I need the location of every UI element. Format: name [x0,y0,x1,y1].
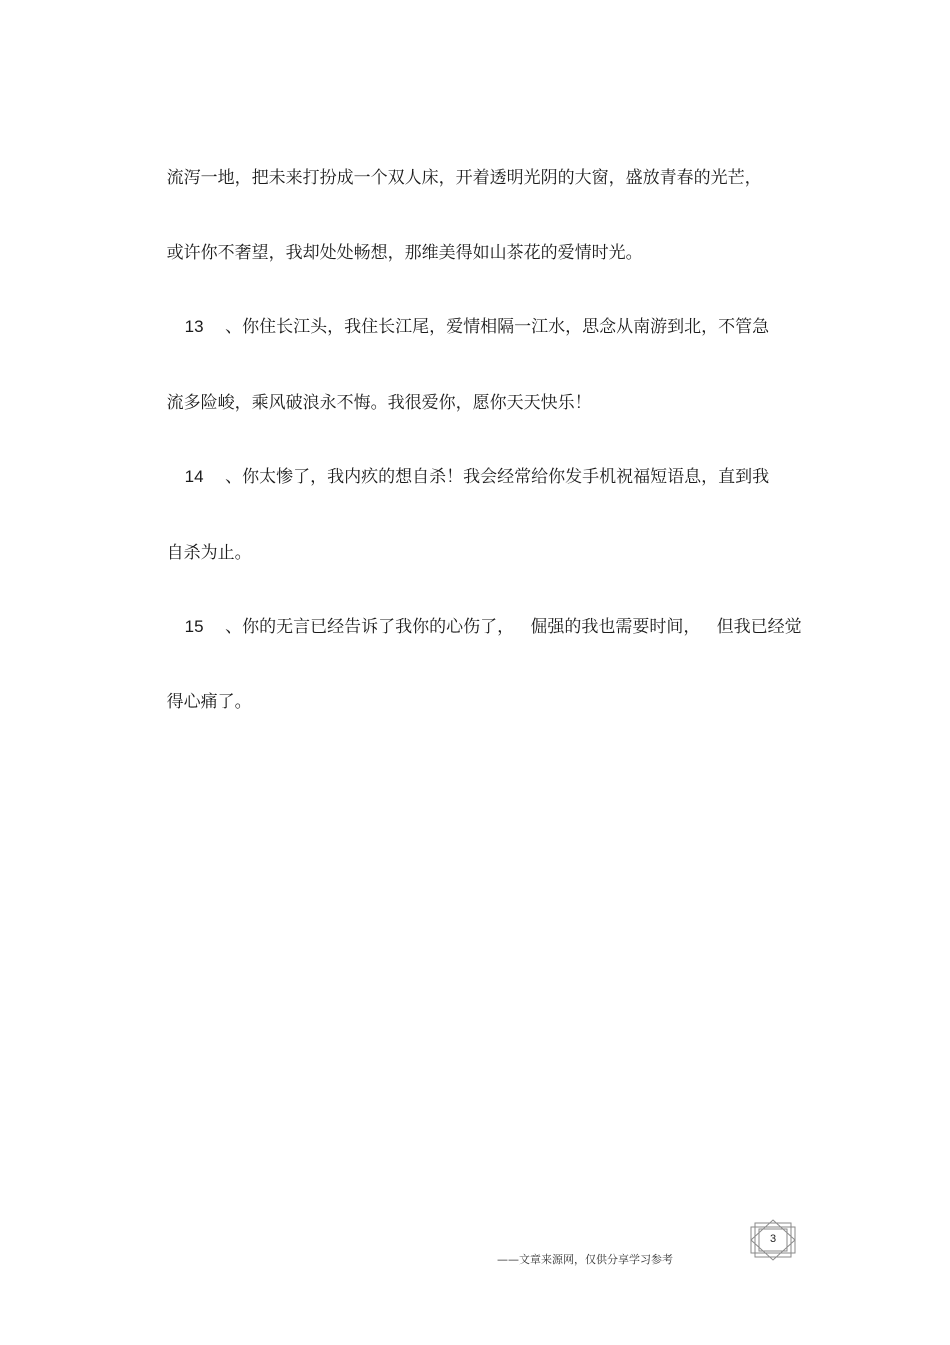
item-number: 13 [184,317,204,336]
paragraph-line: 或许你不奢望，我却处处畅想，那维美得如山茶花的爱情时光。 [166,243,643,263]
list-item-14: 14 、你太惨了，我内疚的想自杀！我会经常给你发手机祝福短语息，直到我 [184,467,770,487]
item-number: 15 [184,617,204,636]
paragraph-line: 自杀为止。 [166,543,252,563]
paragraph-line: 得心痛了。 [166,692,252,712]
footer-source-note: ——文章来源网，仅供分享学习参考 [497,1253,673,1266]
page-number: 3 [769,1233,777,1245]
paragraph-line: 流多险峻，乘风破浪永不悔。我很爱你，愿你天天快乐！ [166,393,592,413]
paragraph-line: 流泻一地，把未来打扮成一个双人床，开着透明光阴的大窗，盛放青春的光芒， [166,168,762,188]
list-item-15: 15 、你的无言已经告诉了我你的心伤了， 倔强的我也需要时间， 但我已经觉 [184,617,802,637]
item-number: 14 [184,467,204,486]
list-item-13: 13 、你住长江头，我住长江尾，爱情相隔一江水，思念从南游到北，不管急 [184,317,770,337]
